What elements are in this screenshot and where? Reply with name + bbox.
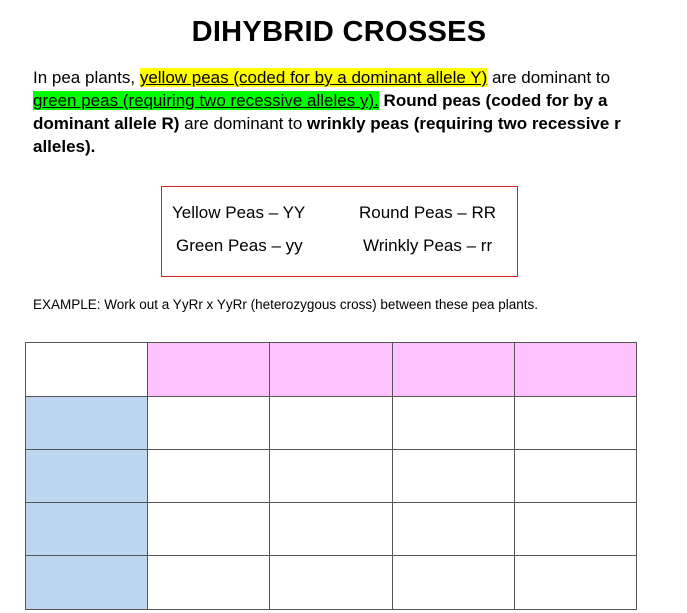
punnett-cell[interactable] xyxy=(148,503,270,556)
key-green: Green Peas – yy xyxy=(176,236,303,255)
genotype-key-box xyxy=(161,186,518,277)
gamete-header-cell[interactable] xyxy=(148,343,270,397)
key-round: Round Peas – RR xyxy=(359,203,497,222)
punnett-cell[interactable] xyxy=(148,397,270,450)
intro-text-1: In pea plants, xyxy=(33,68,140,87)
wrinkly-peas-text: wrinkly peas (requiring two recessive r alleles). xyxy=(33,114,621,156)
punnett-cell[interactable] xyxy=(270,503,392,556)
punnett-cell[interactable] xyxy=(392,450,514,503)
key-wrinkly: Wrinkly Peas – rr xyxy=(363,236,493,255)
gamete-row-header-cell[interactable] xyxy=(26,503,148,556)
punnett-cell[interactable] xyxy=(270,397,392,450)
example-instruction: EXAMPLE: Work out a YyRr x YyRr (heterozygous cross) between these pea plants. xyxy=(33,297,538,312)
gamete-header-cell[interactable] xyxy=(514,343,636,397)
yellow-peas-highlight: yellow peas (coded for by a dominant allele Y) xyxy=(139,68,488,87)
punnett-cell[interactable] xyxy=(148,556,270,610)
punnett-cell[interactable] xyxy=(392,556,514,610)
punnett-cell[interactable] xyxy=(148,450,270,503)
punnett-row xyxy=(26,450,637,503)
punnett-row xyxy=(26,556,637,610)
punnett-corner-cell[interactable] xyxy=(26,343,148,397)
punnett-cell[interactable] xyxy=(270,450,392,503)
key-yellow: Yellow Peas – YY xyxy=(172,203,306,222)
punnett-header-row xyxy=(26,343,637,397)
punnett-square xyxy=(25,342,637,610)
gamete-header-cell[interactable] xyxy=(270,343,392,397)
intro-paragraph xyxy=(33,66,653,158)
punnett-cell[interactable] xyxy=(270,556,392,610)
punnett-cell[interactable] xyxy=(514,450,636,503)
punnett-cell[interactable] xyxy=(514,556,636,610)
gamete-header-cell[interactable] xyxy=(392,343,514,397)
punnett-cell[interactable] xyxy=(514,397,636,450)
punnett-cell[interactable] xyxy=(392,503,514,556)
gamete-row-header-cell[interactable] xyxy=(26,556,148,610)
green-peas-highlight: green peas (requiring two recessive alleles y). xyxy=(33,91,379,110)
punnett-cell[interactable] xyxy=(514,503,636,556)
punnett-row xyxy=(26,397,637,450)
gamete-row-header-cell[interactable] xyxy=(26,397,148,450)
punnett-row xyxy=(26,503,637,556)
intro-text-3: are dominant to xyxy=(179,114,307,133)
gamete-row-header-cell[interactable] xyxy=(26,450,148,503)
intro-text-2: are dominant to xyxy=(487,68,611,87)
punnett-cell[interactable] xyxy=(392,397,514,450)
page-title: DIHYBRID CROSSES xyxy=(191,16,487,48)
round-peas-text: Round peas (coded for by a dominant allele R) xyxy=(33,91,608,133)
